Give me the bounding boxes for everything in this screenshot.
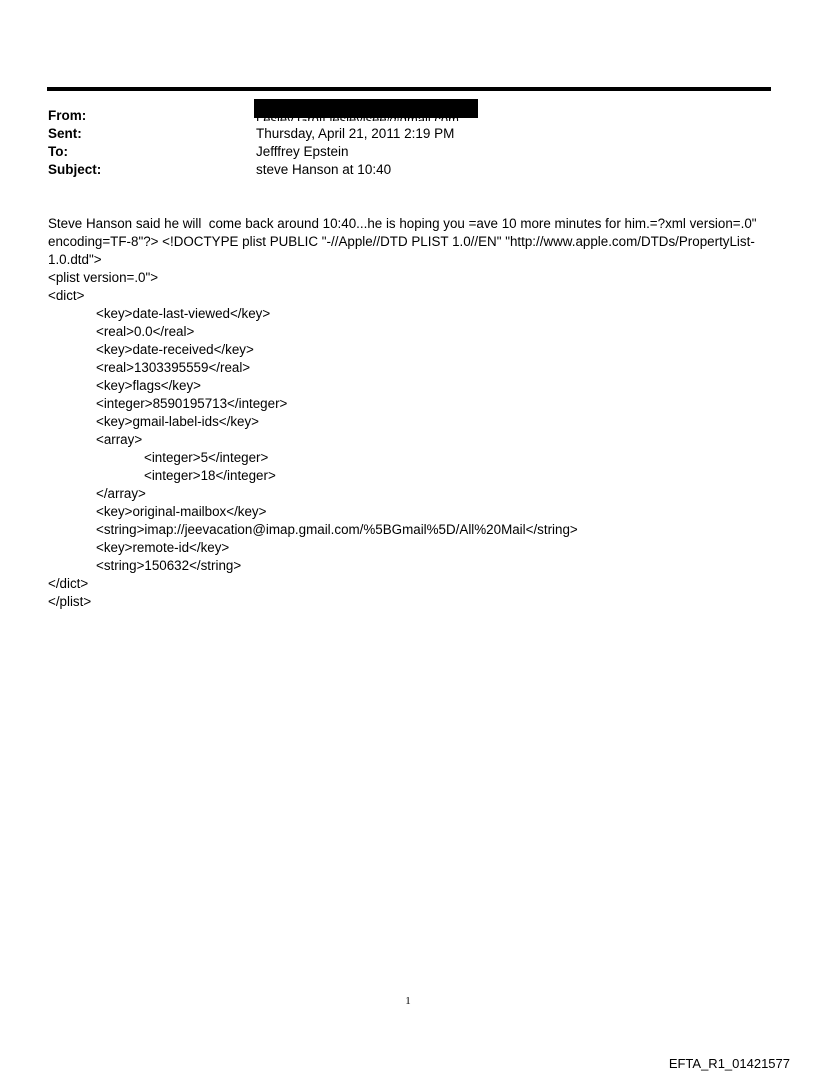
body-line: 1.0.dtd"> <box>48 252 102 267</box>
header-rule <box>47 87 771 91</box>
body-line: </dict> <box>48 576 89 591</box>
body-line: <string>imap://jeevacation@imap.gmail.com/%5BGmail%5D/All%20Mail</string> <box>96 522 578 537</box>
body-line: <array> <box>96 432 143 447</box>
document-id: EFTA_R1_01421577 <box>668 1056 790 1071</box>
to-value: Jefffrey Epstein <box>256 144 349 159</box>
subject-label: Subject: <box>48 162 102 177</box>
body-line: <string>150632</string> <box>96 558 242 573</box>
body-line: <plist version=.0"> <box>48 270 159 285</box>
body-line: <integer>5</integer> <box>144 450 269 465</box>
subject-value: steve Hanson at 10:40 <box>256 162 392 177</box>
body-line: <dict> <box>48 288 85 303</box>
body-line: <key>date-last-viewed</key> <box>96 306 271 321</box>
body-line: encoding=TF-8"?> <!DOCTYPE plist PUBLIC "-//Apple//DTD PLIST 1.0//EN" "http://www.apple.com/DTDs/PropertyList- <box>48 234 755 249</box>
sent-label: Sent: <box>48 126 82 141</box>
page-number: 1 <box>405 995 411 1007</box>
body-line: Steve Hanson said he will come back around 10:40...he is hoping you =ave 10 more minutes for him.=?xml version=.0" <box>48 216 757 231</box>
body-line: </plist> <box>48 594 92 609</box>
body-line: <key>flags</key> <box>96 378 201 393</box>
from-label: From: <box>48 108 87 123</box>
body-line: <key>original-mailbox</key> <box>96 504 267 519</box>
body-line: <integer>8590195713</integer> <box>96 396 288 411</box>
email-body <box>48 215 776 611</box>
body-line: <real>0.0</real> <box>96 324 195 339</box>
body-line: <key>remote-id</key> <box>96 540 230 555</box>
body-line: <key>gmail-label-ids</key> <box>96 414 260 429</box>
to-label: To: <box>48 144 68 159</box>
body-line: <real>1303395559</real> <box>96 360 251 375</box>
sent-value: Thursday, April 21, 2011 2:19 PM <box>256 126 455 141</box>
redaction-bar <box>254 99 478 118</box>
body-line: </array> <box>96 486 146 501</box>
body-line: <key>date-received</key> <box>96 342 254 357</box>
body-line: <integer>18</integer> <box>144 468 276 483</box>
